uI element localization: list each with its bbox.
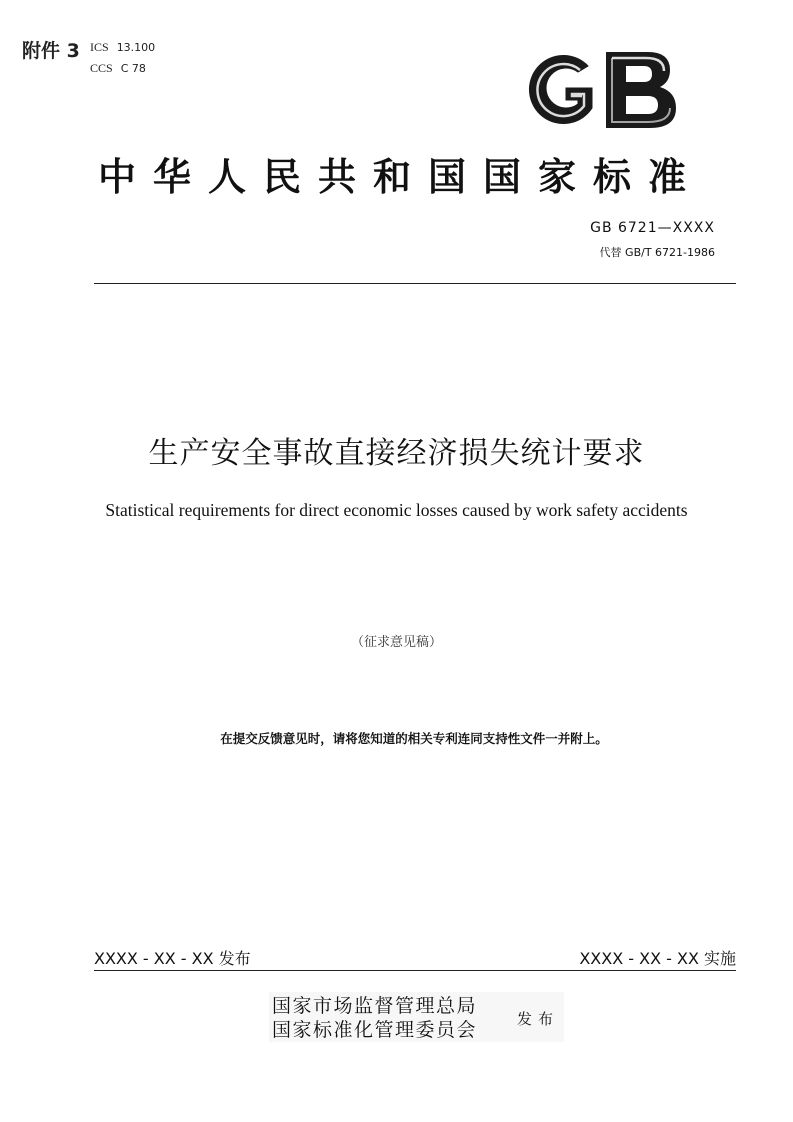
- ics-value: 13.100: [116, 41, 156, 54]
- header-divider: [94, 283, 736, 284]
- ccs-value: C 78: [120, 62, 146, 75]
- document-title-en: Statistical requirements for direct economic losses caused by work safety accidents: [105, 500, 688, 520]
- attachment-label: 附件 3: [22, 40, 80, 62]
- draft-label: （征求意见稿）: [350, 635, 442, 650]
- replaces-standard: 代替 GB/T 6721-1986: [599, 246, 715, 259]
- issuer-names: [272, 994, 477, 1042]
- document-title-cn: 生产安全事故直接经济损失统计要求: [148, 436, 645, 471]
- standard-category-title: 中华人民共和国国家标准: [97, 155, 703, 199]
- gb-logo: [520, 46, 682, 132]
- gb-logo-graphic: [520, 46, 682, 132]
- footer-divider: [94, 970, 736, 971]
- issue-action: 发布: [517, 1010, 560, 1028]
- patent-note: 在提交反馈意见时，请将您知道的相关专利连同支持性文件一并附上。: [220, 731, 608, 746]
- issuer-samr: 国家市场监督管理总局: [272, 995, 478, 1017]
- standard-number: GB 6721—XXXX: [590, 220, 715, 236]
- ics-label: ICS: [90, 40, 109, 54]
- publish-date: XXXX - XX - XX 发布: [94, 949, 251, 968]
- ccs-code: [90, 61, 146, 76]
- issuer-sac: 国家标准化管理委员会: [272, 1019, 478, 1041]
- ics-code: [90, 40, 155, 55]
- ccs-label: CCS: [90, 61, 113, 75]
- implement-date: XXXX - XX - XX 实施: [579, 949, 736, 968]
